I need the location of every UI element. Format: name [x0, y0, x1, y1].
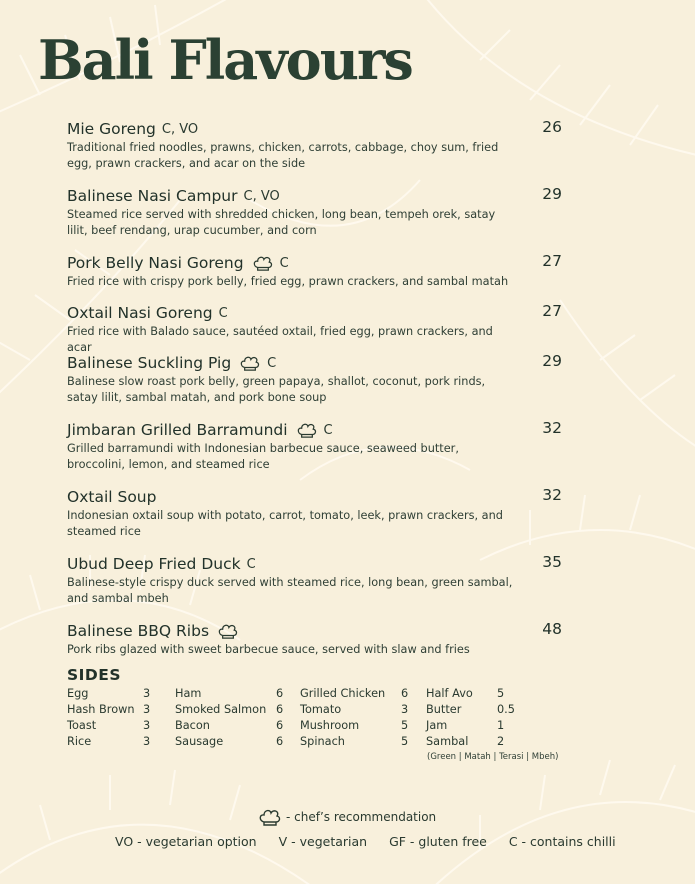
- menu-item: [67, 352, 567, 411]
- chef-hat-icon: [296, 422, 318, 438]
- menu-items-list: [67, 118, 567, 670]
- side-item-price: 5: [497, 687, 505, 700]
- menu-item-description: Balinese-style crispy duck served with steamed rice, long bean, green sambal, and sambal mbeh: [67, 576, 513, 605]
- menu-item-tags: C: [246, 556, 256, 572]
- menu-item-name: Ubud Deep Fried Duck: [67, 555, 241, 573]
- menu-item-tags: C, VO: [161, 121, 199, 137]
- menu-item-price: 29: [542, 185, 562, 203]
- menu-item-description: Steamed rice served with shredded chicken, long bean, tempeh orek, satay lilit, beef rendang, urap cucumber, and corn: [67, 208, 496, 237]
- legend-chef-recommendation: [258, 808, 436, 826]
- menu-item-description: Grilled barramundi with Indonesian barbecue sauce, seaweed butter, broccolini, lemon, and steamed rice: [67, 442, 459, 471]
- menu-item-name: Oxtail Nasi Goreng: [67, 304, 213, 322]
- menu-item: [67, 185, 567, 244]
- side-item-name: Sausage: [175, 735, 224, 748]
- legend-key: C - contains chilli: [508, 834, 616, 849]
- side-item-price: 6: [276, 703, 284, 716]
- menu-item-header: [67, 118, 567, 140]
- menu-item-header: [67, 553, 567, 575]
- side-item-name: Grilled Chicken: [300, 687, 386, 700]
- side-item-price: 5: [401, 735, 409, 748]
- side-item-name: Spinach: [300, 735, 345, 748]
- side-item-name: Sambal: [426, 735, 469, 748]
- side-item-name: Smoked Salmon: [175, 703, 267, 716]
- menu-item-price: 26: [542, 118, 562, 136]
- menu-item-header: [67, 185, 567, 207]
- menu-item: [67, 118, 567, 177]
- menu-item-header: [67, 486, 567, 508]
- menu-item-description: Fried rice with crispy pork belly, fried egg, prawn crackers, and sambal matah: [67, 275, 509, 288]
- side-item-price: 3: [143, 719, 151, 732]
- menu-item-price: 32: [542, 486, 562, 504]
- chef-hat-icon: [239, 355, 261, 371]
- side-item-price: 6: [276, 687, 284, 700]
- menu-item-header: [67, 352, 567, 374]
- chef-hat-icon: [258, 808, 282, 826]
- chef-hat-icon: [252, 255, 274, 271]
- sambal-note: (Green | Matah | Terasi | Mbeh): [427, 752, 559, 762]
- menu-item-tags: C: [323, 422, 333, 438]
- side-item-name: Jam: [426, 719, 448, 732]
- menu-item-description: Indonesian oxtail soup with potato, carrot, tomato, leek, prawn crackers, and steamed rice: [67, 509, 503, 538]
- side-item-name: Half Avo: [426, 687, 473, 700]
- side-item-name: Toast: [67, 719, 97, 732]
- side-item-price: 0.5: [497, 703, 515, 716]
- sides-title: SIDES: [67, 666, 122, 684]
- legend-keys: [115, 834, 634, 849]
- legend-key: V - vegetarian: [278, 834, 368, 849]
- menu-item-price: 27: [542, 302, 562, 320]
- menu-item-description: Fried rice with Balado sauce, sautéed oxtail, fried egg, prawn crackers, and acar: [67, 325, 493, 354]
- side-item-price: 6: [401, 687, 409, 700]
- menu-item: [67, 302, 567, 354]
- side-item-name: Rice: [67, 735, 92, 748]
- menu-item-name: Mie Goreng: [67, 120, 156, 138]
- menu-item-header: [67, 620, 567, 642]
- menu-item-description: Balinese slow roast pork belly, green papaya, shallot, coconut, pork rinds, satay lilit, sambal matah, and pork bone soup: [67, 375, 486, 404]
- menu-item-name: Balinese BBQ Ribs: [67, 622, 210, 640]
- menu-item-tags: C: [279, 255, 289, 271]
- menu-item-header: [67, 252, 567, 274]
- side-item-price: 1: [497, 719, 505, 732]
- menu-item-name: Balinese Suckling Pig: [67, 354, 232, 372]
- menu-item-header: [67, 419, 567, 441]
- menu-item-tags: C, VO: [243, 188, 280, 204]
- side-item-price: 3: [401, 703, 409, 716]
- menu-item-name: Balinese Nasi Campur: [67, 187, 238, 205]
- chef-hat-icon: [217, 623, 239, 639]
- menu-item: [67, 252, 567, 294]
- menu-item-description: Traditional fried noodles, prawns, chicken, carrots, cabbage, choy sum, fried egg, prawn crackers, and acar on the side: [67, 141, 499, 170]
- menu-item: [67, 553, 567, 612]
- legend-chef-text: - chef’s recommendation: [286, 810, 437, 824]
- side-item-name: Tomato: [300, 703, 342, 716]
- menu-item-price: 27: [542, 252, 562, 270]
- menu-item-header: [67, 302, 567, 324]
- side-item-name: Mushroom: [300, 719, 360, 732]
- side-item-price: 5: [401, 719, 409, 732]
- side-item-name: Hash Brown: [67, 703, 135, 716]
- menu-item-name: Oxtail Soup: [67, 488, 157, 506]
- side-item-price: 6: [276, 719, 284, 732]
- side-item-price: 6: [276, 735, 284, 748]
- side-item-name: Butter: [426, 703, 462, 716]
- side-item-name: Ham: [175, 687, 202, 700]
- menu-item: [67, 419, 567, 478]
- menu-item: [67, 486, 567, 545]
- menu-item-price: 48: [542, 620, 562, 638]
- side-item-price: 3: [143, 687, 151, 700]
- legend-key: VO - vegetarian option: [115, 834, 257, 849]
- menu-item-price: 29: [542, 352, 562, 370]
- menu-title: Bali Flavours: [38, 28, 412, 92]
- side-item-name: Bacon: [175, 719, 210, 732]
- side-item-name: Egg: [67, 687, 89, 700]
- menu-item-name: Pork Belly Nasi Goreng: [67, 254, 244, 272]
- legend-key: GF - gluten free: [389, 834, 487, 849]
- menu-item-tags: C: [267, 355, 277, 371]
- side-item-price: 3: [143, 735, 151, 748]
- menu-item-tags: C: [218, 305, 228, 321]
- side-item-price: 3: [143, 703, 151, 716]
- menu-item-description: Pork ribs glazed with sweet barbecue sauce, served with slaw and fries: [67, 643, 470, 656]
- menu-item-price: 32: [542, 419, 562, 437]
- menu-item-name: Jimbaran Grilled Barramundi: [67, 421, 288, 439]
- menu-item-price: 35: [542, 553, 562, 571]
- menu-item: [67, 620, 567, 662]
- side-item-price: 2: [497, 735, 505, 748]
